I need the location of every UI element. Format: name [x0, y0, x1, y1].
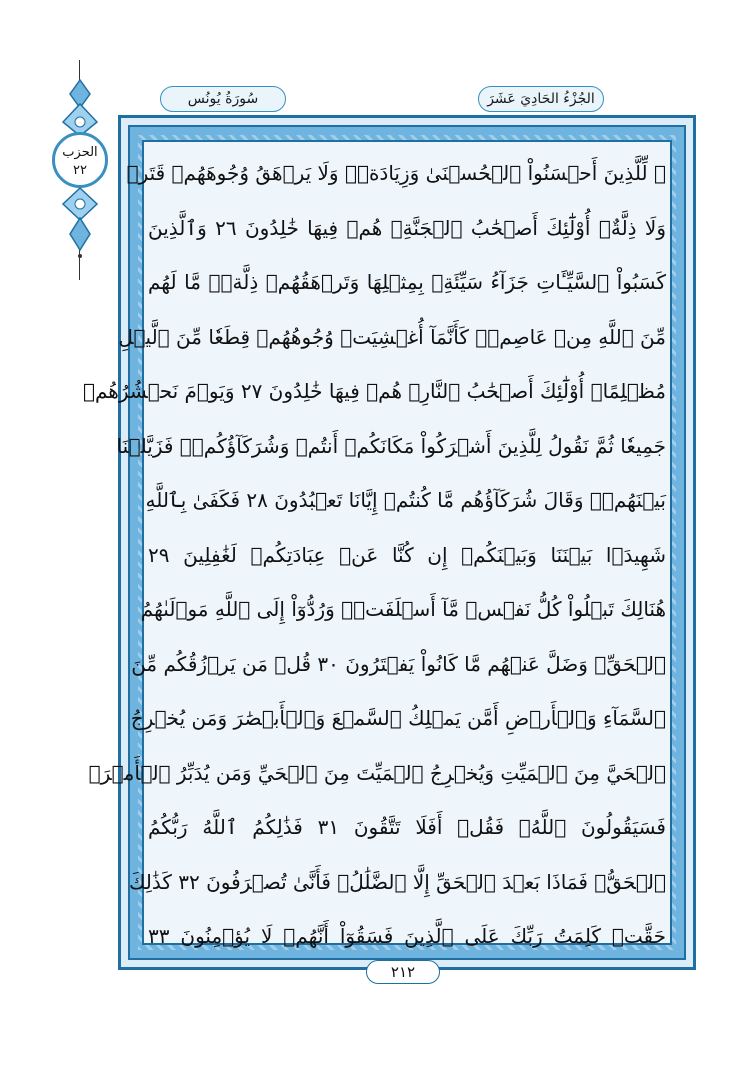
- hizb-label: الحزب: [62, 145, 98, 160]
- verse-line: ٱلۡحَيَّ مِنَ ٱلۡمَيِّتِ وَيُخۡرِجُ ٱلۡمَيِّتَ مِنَ ٱلۡحَيِّ وَمَن يُدَبِّرُ ٱلۡأَمۡرَۚ: [88, 760, 666, 785]
- verse-line: ٱلسَّمَآءِ وَٱلۡأَرۡضِ أَمَّن يَمۡلِكُ ٱلسَّمۡعَ وَٱلۡأَبۡصَٰرَ وَمَن يُخۡرِجُ: [130, 706, 666, 730]
- verse-line: مُظۡلِمًاۚ أُوْلَٰٓئِكَ أَصۡحَٰبُ ٱلنَّارِۖ هُمۡ فِيهَا خَٰلِدُونَ ٢٧ وَيَوۡمَ نَحۡشُرُهُمۡ: [82, 379, 666, 403]
- verse-line: ٱلۡحَقِّۖ وَضَلَّ عَنۡهُم مَّا كَانُواْ يَفۡتَرُونَ ٣٠ قُلۡ مَن يَرۡزُقُكُم مِّنَ: [131, 651, 666, 676]
- verse-line: ۞ لِّلَّذِينَ أَحۡسَنُواْ ٱلۡحُسۡنَىٰ وَزِيَادَةٞۖ وَلَا يَرۡهَقُ وُجُوهَهُمۡ قَتَرٞ: [126, 161, 666, 185]
- hizb-number: ٢٢: [73, 163, 87, 178]
- verse-line: جَمِيعٗا ثُمَّ نَقُولُ لِلَّذِينَ أَشۡرَكُواْ مَكَانَكُمۡ أَنتُمۡ وَشُرَكَآؤُكُمۡۚ فَزَيَّلۡنَا: [116, 433, 666, 458]
- verse-line: فَسَيَقُولُونَ ٱللَّهُۚ فَقُلۡ أَفَلَا تَتَّقُونَ ٣١ فَذَٰلِكُمُ ٱللَّهُ رَبُّكُمُ: [148, 815, 666, 839]
- verse-line: وَلَا ذِلَّةٌۚ أُوْلَٰٓئِكَ أَصۡحَٰبُ ٱلۡجَنَّةِۖ هُمۡ فِيهَا خَٰلِدُونَ ٢٦ وَٱلَّذِينَ: [148, 215, 666, 240]
- verse-line: مِّنَ ٱللَّهِ مِنۡ عَاصِمٖۖ كَأَنَّمَآ أُغۡشِيَتۡ وُجُوهُهُمۡ قِطَعٗا مِّنَ ٱلَّيۡلِ: [118, 324, 666, 349]
- page-number: ٢١٢: [366, 960, 440, 984]
- verse-line: ٱلۡحَقُّۖ فَمَاذَا بَعۡدَ ٱلۡحَقِّ إِلَّا ٱلضَّلَٰلُۖ فَأَنَّىٰ تُصۡرَفُونَ ٣٢ كَذَٰلِكَ: [128, 869, 666, 894]
- surah-label: سُورَةُ يُونُس: [160, 86, 286, 112]
- verse-line: بَيۡنَهُمۡۖ وَقَالَ شُرَكَآؤُهُم مَّا كُنتُمۡ إِيَّانَا تَعۡبُدُونَ ٢٨ فَكَفَىٰ بِٱللَّهِ: [145, 488, 666, 512]
- verse-lines: [82, 146, 666, 964]
- hizb-ornament-top-icon: [57, 78, 103, 138]
- verse-line: كَسَبُواْ ٱلسَّيِّـَٔاتِ جَزَآءُ سَيِّئَةِۭ بِمِثۡلِهَا وَتَرۡهَقُهُمۡ ذِلَّةٞۖ مَّا لَهُم: [148, 270, 666, 294]
- verse-line: حَقَّتۡ كَلِمَتُ رَبِّكَ عَلَى ٱلَّذِينَ فَسَقُوٓاْ أَنَّهُمۡ لَا يُؤۡمِنُونَ ٣٣: [148, 924, 666, 948]
- verse-line: هُنَالِكَ تَبۡلُواْ كُلُّ نَفۡسٖ مَّآ أَسۡلَفَتۡۚ وَرُدُّوٓاْ إِلَى ٱللَّهِ مَوۡلَىٰهُمُ: [140, 597, 666, 621]
- hizb-marker: [52, 132, 108, 188]
- juz-label: الجُزْءُ الحَادِيَ عَشَرَ: [478, 86, 604, 112]
- hizb-ornament-bottom-icon: [57, 186, 103, 266]
- verse-line: شَهِيدَۢا بَيۡنَنَا وَبَيۡنَكُمۡ إِن كُنَّا عَنۡ عِبَادَتِكُمۡ لَغَٰفِلِينَ ٢٩: [148, 542, 666, 567]
